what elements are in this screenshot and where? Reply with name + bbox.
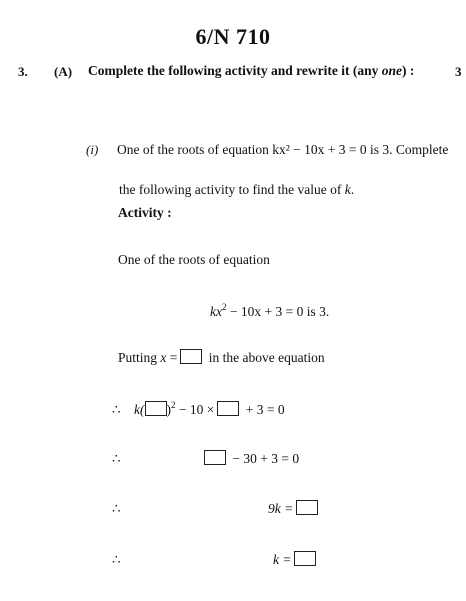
paper-code: 6/N 710 [195,24,271,49]
step-1-row [112,400,285,418]
line2-end: . [350,182,355,197]
putting-pre: Putting [118,350,158,365]
instruction-emphasis: one [381,63,402,78]
instruction-end: ) : [401,63,415,78]
activity-heading: Activity : [118,205,172,220]
answer-box-step1-b[interactable] [217,401,239,416]
step2-end: − 30 + 3 = 0 [232,451,300,466]
line2-text: the following activity to find the value of [119,182,342,197]
line2-variable: k [344,182,351,197]
step1-mid: − 10 × [178,402,215,417]
answer-box-step3[interactable] [296,500,318,515]
question-instruction [88,63,414,79]
therefore-symbol: ∴ [112,501,121,516]
activity-roots-text: One of the roots of equation [118,252,270,267]
therefore-symbol: ∴ [112,451,121,466]
step1-close: ) [166,402,171,417]
step-2-row [112,450,299,467]
answer-box-step4[interactable] [294,551,316,566]
putting-eq: = [169,350,178,365]
answer-box-step2[interactable] [204,450,226,465]
therefore-symbol: ∴ [112,402,121,417]
step-4-row [112,551,319,568]
question-number: 3. [18,64,28,79]
step1-end: + 3 = 0 [245,402,285,417]
putting-line [118,349,325,366]
therefore-symbol: ∴ [112,552,121,567]
putting-post: in the above equation [208,350,325,365]
step-3-row [112,500,321,517]
question-marks: 3 [455,64,462,79]
step1-k: k( [134,402,145,417]
answer-box-step1-a[interactable] [145,401,167,416]
instruction-text: Complete the following activity and rewrite it (any [88,63,379,78]
answer-box-x[interactable] [180,349,202,364]
equation-rest: − 10x + 3 = 0 is 3. [229,304,330,319]
question-part: (A) [54,64,73,79]
step3-lhs: 9k = [268,501,294,516]
step4-lhs: k = [273,552,292,567]
subquestion-line-1: One of the roots of equation kx² − 10x + 3 = 0 is 3. Complete [117,142,449,157]
equation-k: kx [210,304,222,319]
activity-equation [210,302,329,320]
equation-exponent: 2 [221,302,227,312]
subquestion-label: (i) [86,142,99,157]
putting-variable: x [160,350,167,365]
step1-exponent: 2 [171,400,176,410]
subquestion-line-2 [119,182,354,198]
